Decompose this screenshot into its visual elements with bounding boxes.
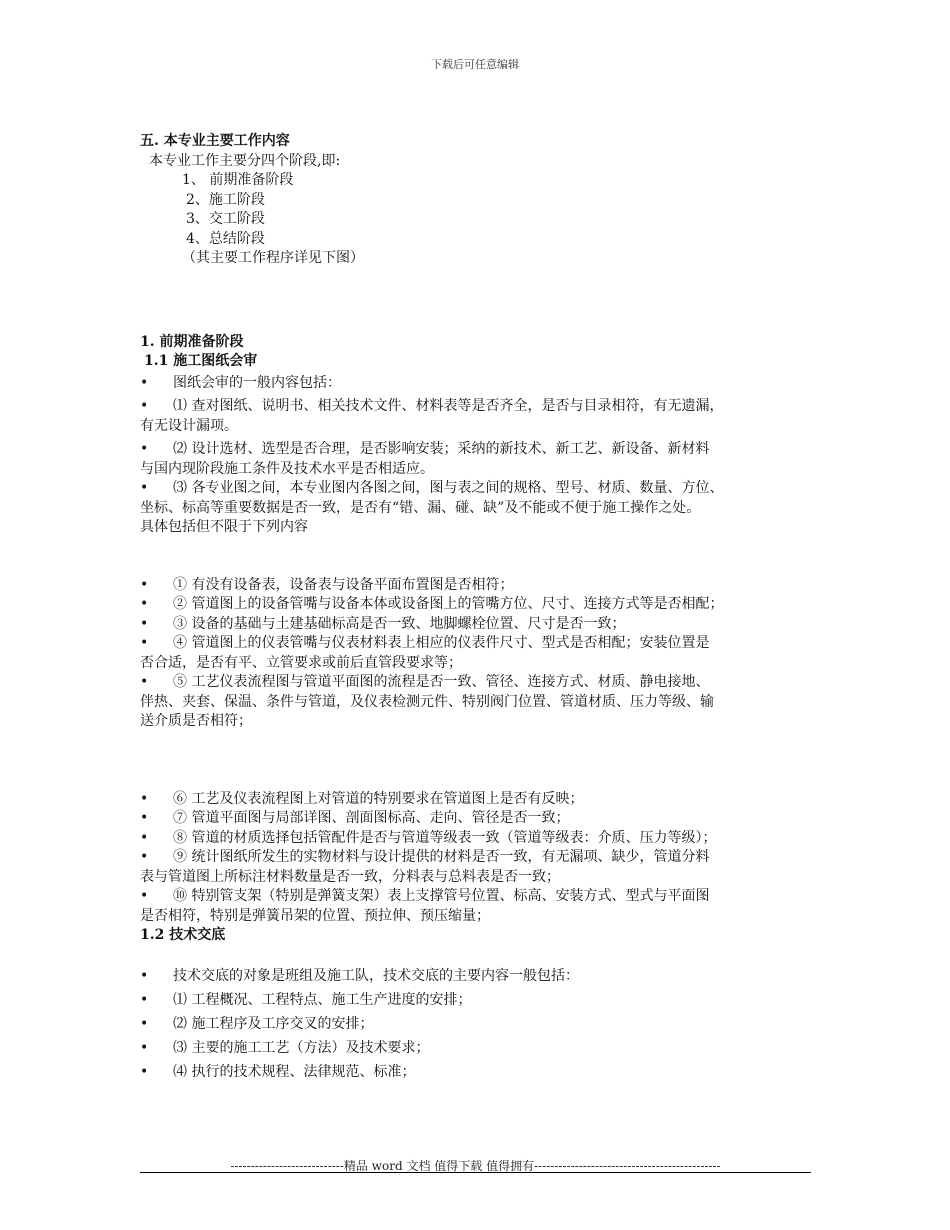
stage-item: 3、交工阶段 xyxy=(186,211,265,227)
footer-divider xyxy=(140,1172,811,1173)
list-item: • ⑵ 施工程序及工序交叉的安排； xyxy=(140,1012,820,1036)
bullet-icon: • xyxy=(140,398,149,414)
subsection-title: 1.2 技术交底 xyxy=(140,927,226,943)
bullet-icon: • xyxy=(140,374,149,391)
bullet-icon: • xyxy=(140,888,149,904)
page-header-note: 下载后可任意编辑 xyxy=(431,58,519,71)
list-item: • 技术交底的对象是班组及施工队，技术交底的主要内容一般包括： xyxy=(140,964,820,988)
list-item-continuation: 坐标、标高等重要数据是否一致，是否有“错、漏、碰、缺”及不能或不便于施工操作之处。 xyxy=(140,499,701,516)
detail-item: • ⑦ 管道平面图与局部详图、剖面图标高、走向、管径是否一致； xyxy=(140,809,820,829)
page-footer: ----------------------------精品 word 文档 值得下载 值得拥有---------------------------------------------- xyxy=(230,1159,721,1173)
stage-item: 4、总结阶段 xyxy=(186,230,265,247)
detail-item: • ⑤ 工艺仪表流程图与管道平面图的流程是否一致、管径、连接方式、材质、静电接地、 xyxy=(140,673,820,693)
detail-item: • ⑧ 管道的材质选择包括管配件是否与管道等级表一致（管道等级表：介质、压力等级）； xyxy=(140,829,820,849)
detail-item-continuation: 是否相符，特别是弹簧吊架的位置、预拉伸、预压缩量； xyxy=(140,907,490,924)
detail-item-continuation: 表与管道图上所标注材料数量是否一致，分料表与总料表是否一致； xyxy=(140,868,560,885)
detail-item: • ③ 设备的基础与土建基础标高是否一致、地脚螺栓位置、尺寸是否一致； xyxy=(140,615,820,635)
bullet-icon: • xyxy=(140,635,149,651)
detail-item-continuation: 伴热、夹套、保温、条件与管道，及仪表检测元件、特别阀门位置、管道材质、压力等级、输 xyxy=(140,693,714,710)
bullet-icon: • xyxy=(140,1015,149,1032)
bullet-icon: • xyxy=(140,615,149,632)
bullet-icon: • xyxy=(140,1039,149,1056)
document-body xyxy=(140,132,820,1084)
bullet-icon: • xyxy=(140,829,149,846)
list-item: • 图纸会审的一般内容包括： xyxy=(140,374,820,394)
detail-item: • ⑥ 工艺及仪表流程图上对管道的特别要求在管道图上是否有反映； xyxy=(140,790,820,810)
bullet-icon: • xyxy=(140,1063,149,1080)
bullet-icon: • xyxy=(140,576,149,593)
list-item-continuation: 具体包括但不限于下列内容 xyxy=(140,519,308,535)
detail-item: • ⑨ 统计图纸所发生的实物材料与设计提供的材料是否一致，有无漏项、缺少，管道分料 xyxy=(140,848,820,868)
bullet-icon: • xyxy=(140,849,149,865)
stage-item: 1、 前期准备阶段 xyxy=(182,172,294,188)
section-intro: 本专业工作主要分四个阶段,即: xyxy=(149,152,341,169)
detail-item-continuation: 否合适，是否有平、立管要求或前后直管段要求等； xyxy=(140,654,462,671)
list-item: • ⑴ 工程概况、工程特点、施工生产进度的安排； xyxy=(140,988,820,1012)
bullet-icon: • xyxy=(140,991,149,1008)
list-item: • ⑷ 执行的技术规程、法律规范、标准； xyxy=(140,1060,820,1084)
list-item: • ⑵ 设计选材、选型是否合理，是否影响安装；采纳的新技术、新工艺、新设备、新材料 xyxy=(140,440,820,460)
section-title: 五. 本专业主要工作内容 xyxy=(140,133,290,149)
bullet-icon: • xyxy=(140,441,149,457)
bullet-icon: • xyxy=(140,596,149,612)
subsection-title: 1.1 施工图纸会审 xyxy=(144,353,258,369)
list-item: • ⑶ 主要的施工工艺（方法）及技术要求； xyxy=(140,1036,820,1060)
stage-note: （其主要工作程序详见下图） xyxy=(182,250,364,266)
bullet-icon: • xyxy=(140,810,149,826)
bullet-icon: • xyxy=(140,790,149,807)
detail-item: • ⑩ 特别管支架（特别是弹簧支架）表上支撑管号位置、标高、安装方式、型式与平面图 xyxy=(140,887,820,907)
list-item-continuation: 与国内现阶段施工条件及技术水平是否相适应。 xyxy=(140,460,434,477)
list-item-continuation: 有无设计漏项。 xyxy=(140,417,238,434)
part-title: 1. 前期准备阶段 xyxy=(140,333,244,350)
list-item: • ⑴ 查对图纸、说明书、相关技术文件、材料表等是否齐全，是否与目录相符，有无遗漏， xyxy=(140,397,820,417)
bullet-icon: • xyxy=(140,674,149,690)
stage-item: 2、施工阶段 xyxy=(186,191,265,208)
detail-item: • ② 管道图上的设备管嘴与设备本体或设备图上的管嘴方位、尺寸、连接方式等是否相配； xyxy=(140,595,820,615)
list-item: • ⑶ 各专业图之间，本专业图内各图之间，图与表之间的规格、型号、材质、数量、方位、 xyxy=(140,479,820,499)
detail-item-continuation: 送介质是否相符； xyxy=(140,713,252,729)
detail-item: • ① 有没有设备表，设备表与设备平面布置图是否相符； xyxy=(140,576,820,596)
bullet-icon: • xyxy=(140,967,149,984)
bullet-icon: • xyxy=(140,480,149,496)
detail-item: • ④ 管道图上的仪表管嘴与仪表材料表上相应的仪表件尺寸、型式是否相配；安装位置是 xyxy=(140,634,820,654)
